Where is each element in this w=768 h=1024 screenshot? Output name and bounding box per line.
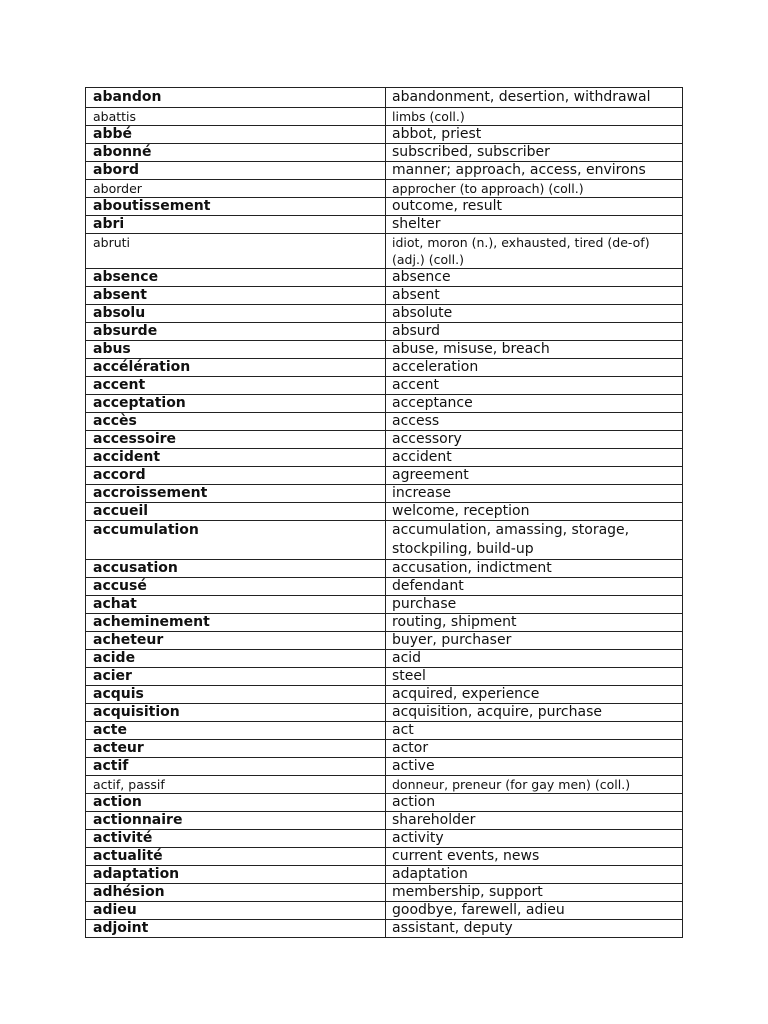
french-term-cell: acheteur	[86, 632, 386, 650]
english-definition-cell: buyer, purchaser	[386, 632, 683, 650]
english-definition-cell: absurd	[386, 323, 683, 341]
english-definition-cell: activity	[386, 830, 683, 848]
french-term-cell: accident	[86, 449, 386, 467]
table-row	[86, 830, 683, 848]
table-row	[86, 503, 683, 521]
english-definition-cell: actor	[386, 740, 683, 758]
english-definition-cell: acceptance	[386, 395, 683, 413]
english-definition-cell: purchase	[386, 596, 683, 614]
table-row	[86, 740, 683, 758]
french-term-cell: adaptation	[86, 866, 386, 884]
french-term-cell: acide	[86, 650, 386, 668]
french-term-cell: abruti	[86, 234, 386, 269]
table-row	[86, 614, 683, 632]
table-row	[86, 180, 683, 198]
table-row	[86, 395, 683, 413]
table-row	[86, 866, 683, 884]
vocabulary-table-body	[86, 88, 683, 938]
english-definition-cell: manner; approach, access, environs	[386, 162, 683, 180]
french-term-cell: accélération	[86, 359, 386, 377]
table-row	[86, 485, 683, 503]
english-definition-cell: absent	[386, 287, 683, 305]
english-definition-cell: adaptation	[386, 866, 683, 884]
english-definition-cell: action	[386, 794, 683, 812]
french-term-cell: adieu	[86, 902, 386, 920]
table-row	[86, 413, 683, 431]
table-row	[86, 902, 683, 920]
english-definition-cell: shelter	[386, 216, 683, 234]
english-definition-cell: current events, news	[386, 848, 683, 866]
english-definition-cell: defendant	[386, 578, 683, 596]
french-term-cell: accusation	[86, 560, 386, 578]
french-term-cell: accusé	[86, 578, 386, 596]
french-term-cell: acquisition	[86, 704, 386, 722]
french-term-cell: abattis	[86, 108, 386, 126]
english-definition-cell: absence	[386, 269, 683, 287]
english-definition-cell: welcome, reception	[386, 503, 683, 521]
english-definition-cell: accumulation, amassing, storage, stockpiling, build-up	[386, 521, 683, 560]
english-definition-cell: abandonment, desertion, withdrawal	[386, 88, 683, 108]
french-term-cell: abonné	[86, 144, 386, 162]
table-row	[86, 359, 683, 377]
french-term-cell: action	[86, 794, 386, 812]
french-term-cell: acte	[86, 722, 386, 740]
french-term-cell: accueil	[86, 503, 386, 521]
table-row	[86, 269, 683, 287]
english-definition-cell: acceleration	[386, 359, 683, 377]
english-definition-cell: increase	[386, 485, 683, 503]
french-term-cell: acquis	[86, 686, 386, 704]
table-row	[86, 686, 683, 704]
table-row	[86, 108, 683, 126]
english-definition-cell: act	[386, 722, 683, 740]
english-definition-cell: acquisition, acquire, purchase	[386, 704, 683, 722]
english-definition-cell: acquired, experience	[386, 686, 683, 704]
table-row	[86, 650, 683, 668]
french-term-cell: activité	[86, 830, 386, 848]
english-definition-cell: goodbye, farewell, adieu	[386, 902, 683, 920]
french-term-cell: aboutissement	[86, 198, 386, 216]
english-definition-cell: accusation, indictment	[386, 560, 683, 578]
table-row	[86, 126, 683, 144]
french-term-cell: adhésion	[86, 884, 386, 902]
table-row	[86, 216, 683, 234]
table-row	[86, 144, 683, 162]
english-definition-cell: accident	[386, 449, 683, 467]
french-term-cell: actualité	[86, 848, 386, 866]
table-row	[86, 467, 683, 485]
french-term-cell: actionnaire	[86, 812, 386, 830]
french-term-cell: abus	[86, 341, 386, 359]
table-row	[86, 162, 683, 180]
english-definition-cell: absolute	[386, 305, 683, 323]
french-term-cell: absurde	[86, 323, 386, 341]
table-row	[86, 776, 683, 794]
english-definition-cell: acid	[386, 650, 683, 668]
table-row	[86, 578, 683, 596]
table-row	[86, 234, 683, 269]
table-row	[86, 794, 683, 812]
english-definition-cell: steel	[386, 668, 683, 686]
english-definition-cell: active	[386, 758, 683, 776]
table-row	[86, 812, 683, 830]
english-definition-cell: outcome, result	[386, 198, 683, 216]
english-definition-cell: accessory	[386, 431, 683, 449]
french-term-cell: accent	[86, 377, 386, 395]
table-row	[86, 449, 683, 467]
english-definition-cell: abuse, misuse, breach	[386, 341, 683, 359]
french-term-cell: abbé	[86, 126, 386, 144]
english-definition-cell: accent	[386, 377, 683, 395]
french-term-cell: absolu	[86, 305, 386, 323]
table-row	[86, 632, 683, 650]
english-definition-cell: idiot, moron (n.), exhausted, tired (de-of)(adj.) (coll.)	[386, 234, 683, 269]
french-term-cell: accroissement	[86, 485, 386, 503]
table-row	[86, 704, 683, 722]
table-row	[86, 596, 683, 614]
table-row	[86, 341, 683, 359]
english-definition-cell: agreement	[386, 467, 683, 485]
table-row	[86, 920, 683, 938]
french-term-cell: achat	[86, 596, 386, 614]
english-definition-cell: donneur, preneur (for gay men) (coll.)	[386, 776, 683, 794]
table-row	[86, 198, 683, 216]
table-row	[86, 668, 683, 686]
french-term-cell: accessoire	[86, 431, 386, 449]
english-definition-cell: routing, shipment	[386, 614, 683, 632]
french-term-cell: acheminement	[86, 614, 386, 632]
table-row	[86, 305, 683, 323]
french-term-cell: acteur	[86, 740, 386, 758]
english-definition-cell: approcher (to approach) (coll.)	[386, 180, 683, 198]
english-definition-cell: subscribed, subscriber	[386, 144, 683, 162]
french-term-cell: absence	[86, 269, 386, 287]
table-row	[86, 377, 683, 395]
french-term-cell: acceptation	[86, 395, 386, 413]
table-row	[86, 884, 683, 902]
french-term-cell: adjoint	[86, 920, 386, 938]
french-term-cell: actif, passif	[86, 776, 386, 794]
vocabulary-table	[85, 87, 683, 938]
french-term-cell: aborder	[86, 180, 386, 198]
english-definition-cell: abbot, priest	[386, 126, 683, 144]
french-term-cell: acier	[86, 668, 386, 686]
french-term-cell: abord	[86, 162, 386, 180]
english-definition-cell: membership, support	[386, 884, 683, 902]
french-term-cell: actif	[86, 758, 386, 776]
table-row	[86, 431, 683, 449]
french-term-cell: accord	[86, 467, 386, 485]
table-row	[86, 521, 683, 560]
table-row	[86, 323, 683, 341]
english-definition-cell: access	[386, 413, 683, 431]
table-row	[86, 287, 683, 305]
french-term-cell: accumulation	[86, 521, 386, 560]
english-definition-cell: limbs (coll.)	[386, 108, 683, 126]
english-definition-cell: assistant, deputy	[386, 920, 683, 938]
table-row	[86, 88, 683, 108]
table-row	[86, 722, 683, 740]
table-row	[86, 848, 683, 866]
french-term-cell: abandon	[86, 88, 386, 108]
french-term-cell: absent	[86, 287, 386, 305]
french-term-cell: abri	[86, 216, 386, 234]
table-row	[86, 758, 683, 776]
table-row	[86, 560, 683, 578]
french-term-cell: accès	[86, 413, 386, 431]
english-definition-cell: shareholder	[386, 812, 683, 830]
